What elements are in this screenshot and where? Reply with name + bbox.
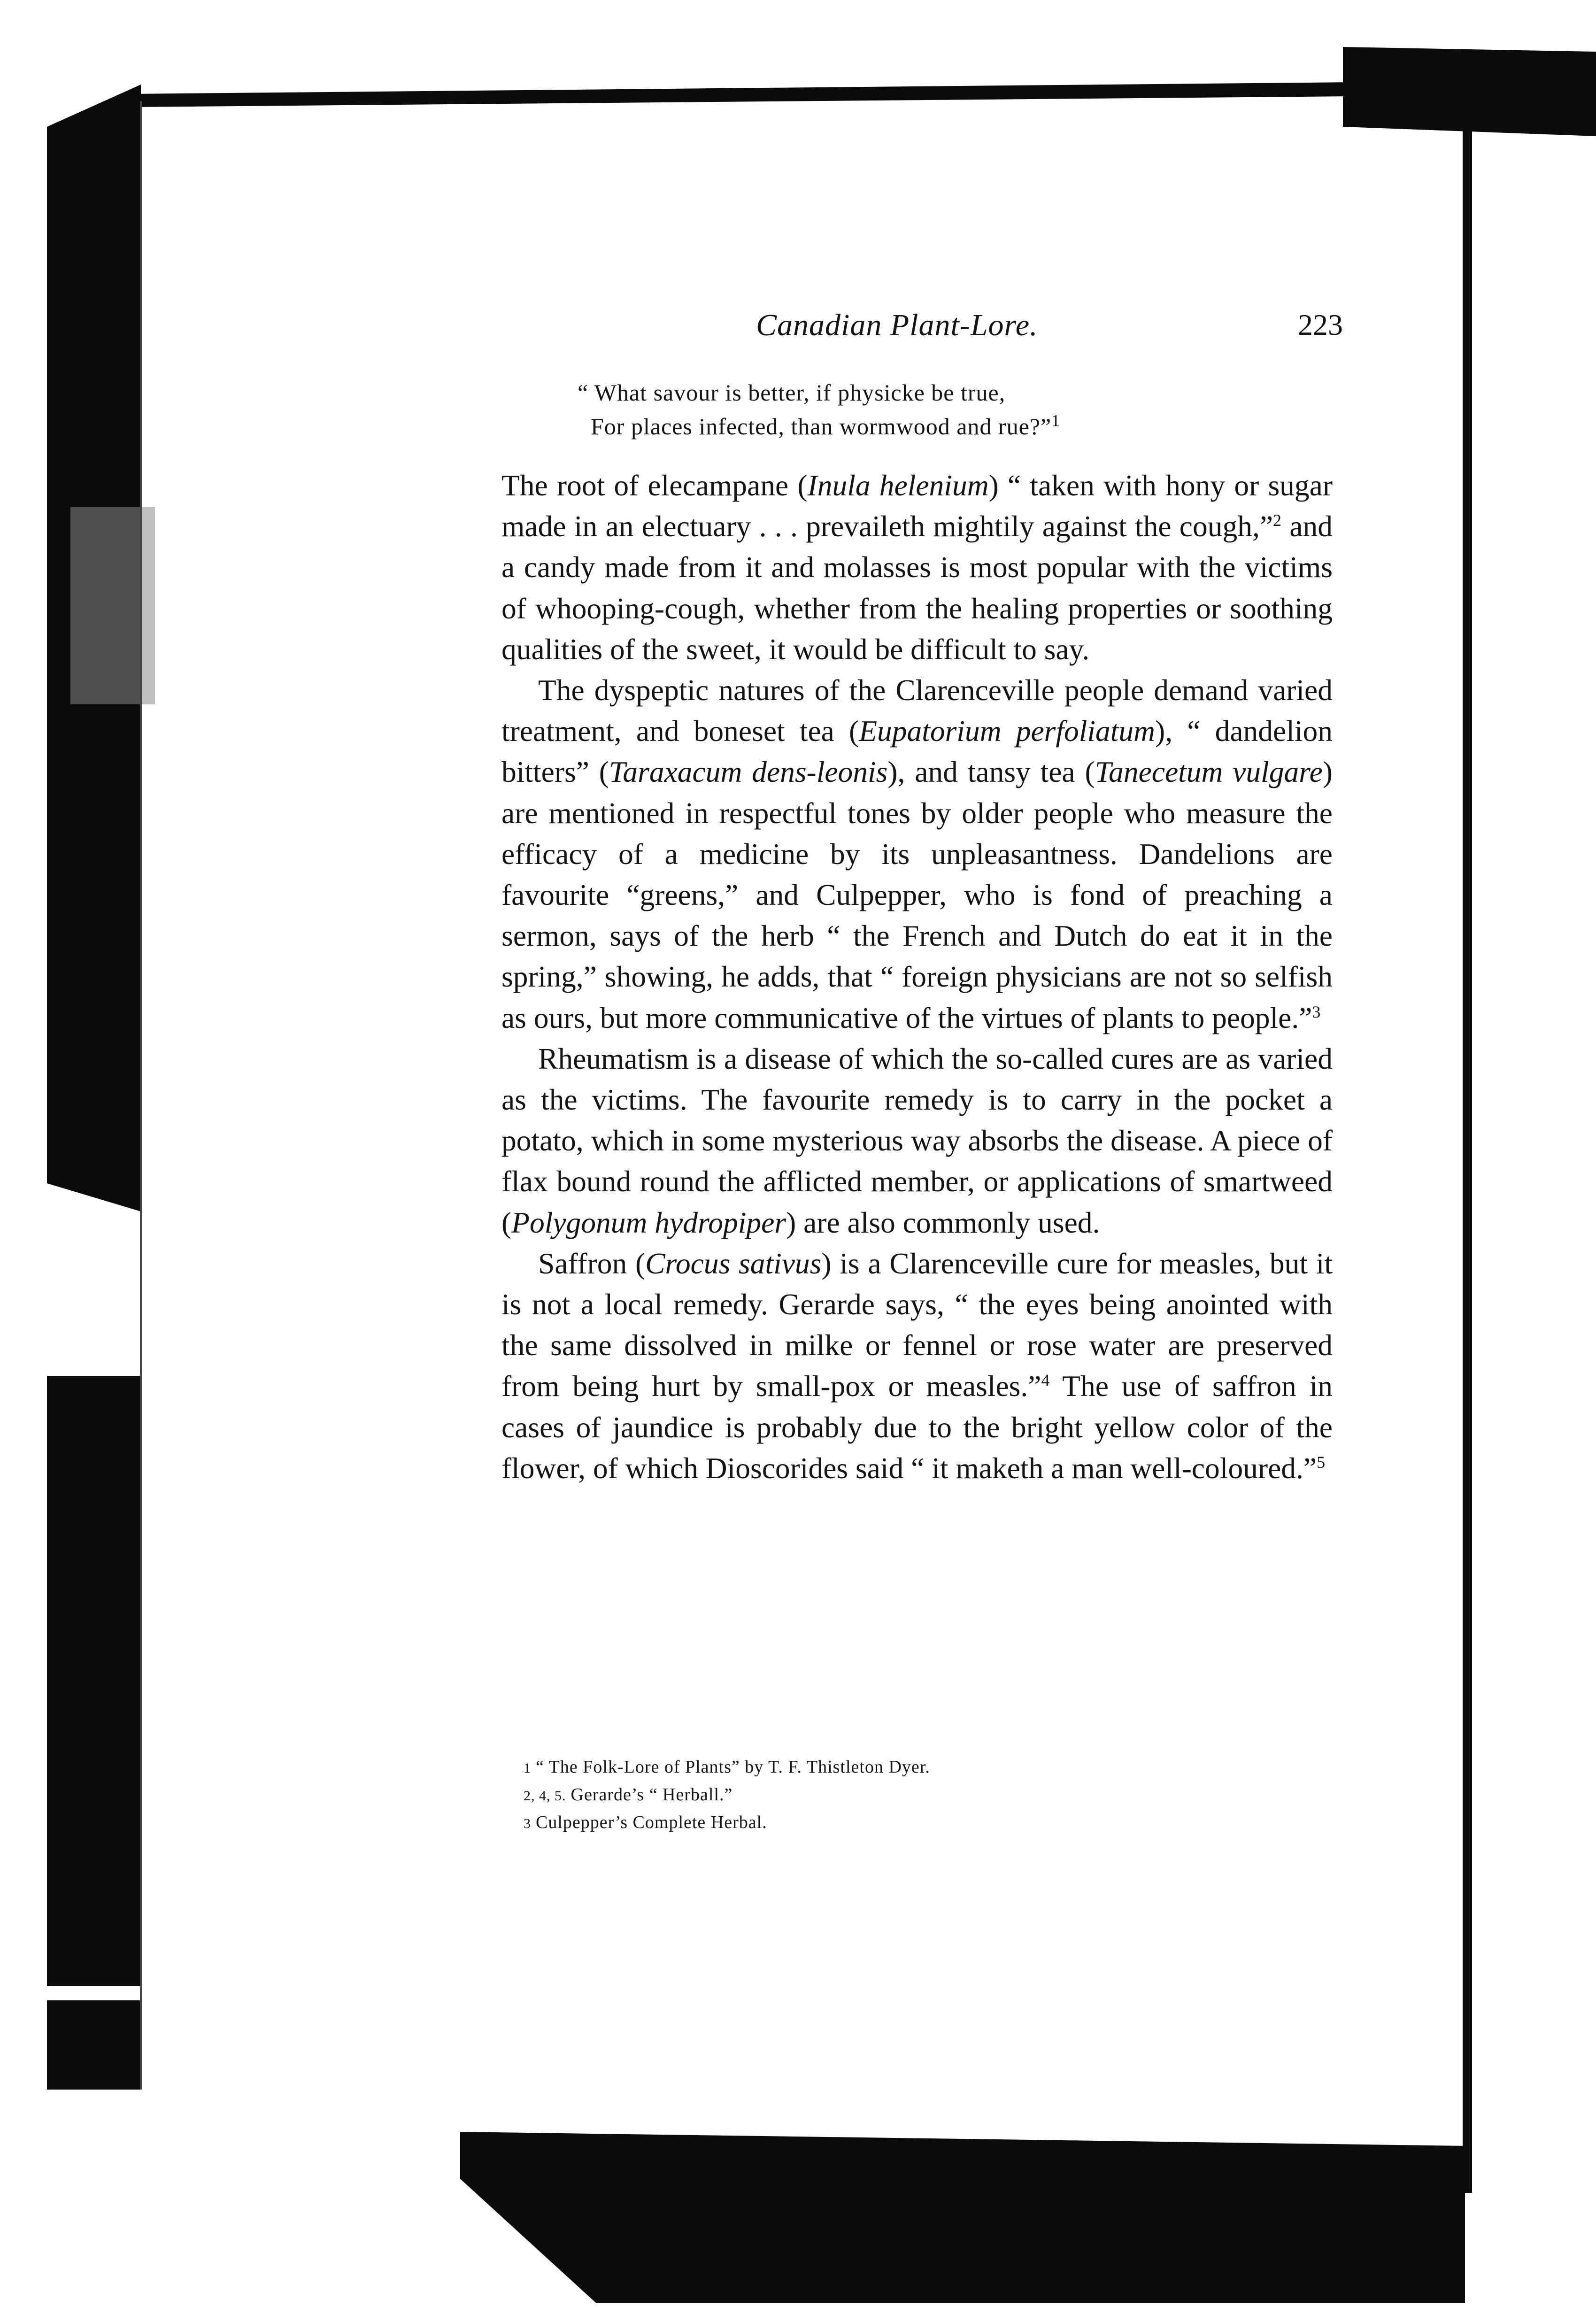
latin-name: Tanecetum vulgare	[1095, 755, 1323, 789]
epigraph-line-2-text: For places infected, than wormwood and rue?”	[591, 413, 1052, 440]
left-edge-smudge	[70, 507, 155, 704]
footnote-1	[524, 1754, 1275, 1782]
paragraph-elecampane	[501, 465, 1333, 670]
body-text	[501, 465, 1333, 1489]
text-run: ), and tansy tea (	[887, 755, 1095, 789]
running-title: Canadian Plant-Lore.	[756, 308, 1038, 342]
latin-name: Polygonum hydropiper	[511, 1205, 786, 1239]
text-run: The root of elecampane (	[501, 469, 808, 502]
footnote-text: Gerarde’s “ Herball.”	[571, 1785, 733, 1805]
footnote-ref-5: 5	[1317, 1452, 1326, 1472]
text-run: and a candy made from it and molasses is most popular with the victims of whooping-cough, whether from the healing properties or soothing qualities of the sweet, it would be difficult to say.	[501, 509, 1333, 666]
footnote-2	[524, 1782, 1275, 1809]
paragraph-dyspeptic	[501, 670, 1333, 1038]
footnote-mark: 1	[524, 1760, 531, 1776]
page-number: 223	[1298, 308, 1343, 341]
left-edge-middle	[47, 1376, 141, 1986]
text-run: ) “ taken with hony or sugar made in an electuary . . . prevaileth mightily against the cough,”	[501, 469, 1333, 543]
footnote-ref-4: 4	[1041, 1371, 1050, 1390]
footnote-ref-2: 2	[1273, 511, 1282, 530]
footnote-mark: 2, 4, 5.	[524, 1788, 566, 1804]
latin-name: Taraxacum dens-leonis	[609, 755, 888, 789]
latin-name: Eupatorium perfoliatum	[859, 714, 1156, 748]
footnote-3	[524, 1809, 1275, 1837]
text-run: ) are mentioned in respectful tones by older people who measure the efficacy of a medicine by its unpleasantness. Dandelions are favourite “greens,” and Culpepper, who is fond of preaching a sermon, says of the herb “ the French and Dutch do eat it in the spring,” showing, he adds, that “ foreign physicians are not so selfish as ours, but more communicative of the virtues of plants to people.”	[501, 755, 1333, 1034]
text-run: Saffron (	[538, 1246, 646, 1280]
footnote-text: Culpepper’s Complete Herbal.	[536, 1813, 767, 1832]
text-run: ) is a Clarenceville cure for measles, but it is not a local remedy. Gerarde says, “ the eyes being anointed with the same dissolved in milke or fennel or rose water are preserved from being hurt by small-pox or measles.”	[501, 1246, 1333, 1403]
footnote-text: “ The Folk-Lore of Plants” by T. F. Thistleton Dyer.	[536, 1757, 930, 1777]
footnote-mark: 3	[524, 1816, 531, 1831]
epigraph-line-2	[578, 409, 1282, 443]
latin-name: Crocus sativus	[645, 1246, 822, 1280]
footnote-ref-1: 1	[1051, 411, 1061, 430]
text-run: ) are also commonly used.	[786, 1205, 1100, 1239]
text-run: ), “ dandelion bitters” (	[501, 714, 1333, 789]
epigraph	[578, 376, 1282, 443]
left-edge-bottom	[47, 2000, 141, 2090]
text-run: Rheumatism is a disease of which the so-called cures are as varied as the victims. The favourite remedy is to carry in the pocket a potato, which in some mysterious way absorbs the disease. A piece of flax bound round the afflicted member, or applications of smartweed (	[501, 1041, 1333, 1239]
paragraph-saffron	[501, 1243, 1333, 1489]
text-run: The dyspeptic natures of the Clarenceville people demand varied treatment, and boneset tea (	[501, 673, 1333, 748]
epigraph-line-1: “ What savour is better, if physicke be true,	[578, 379, 1006, 406]
right-edge	[1463, 113, 1472, 2193]
latin-name: Inula helenium	[807, 469, 989, 502]
top-edge	[131, 82, 1352, 107]
footnote-ref-3: 3	[1312, 1002, 1321, 1021]
running-header	[498, 308, 1343, 359]
text-run: The use of saffron in cases of jaundice is probably due to the bright yellow color of the flower, of which Dioscorides said “ it maketh a man well-coloured.”	[501, 1369, 1333, 1485]
footnotes	[524, 1754, 1275, 1837]
paragraph-rheumatism	[501, 1038, 1333, 1243]
bottom-edge	[460, 2132, 1465, 2303]
